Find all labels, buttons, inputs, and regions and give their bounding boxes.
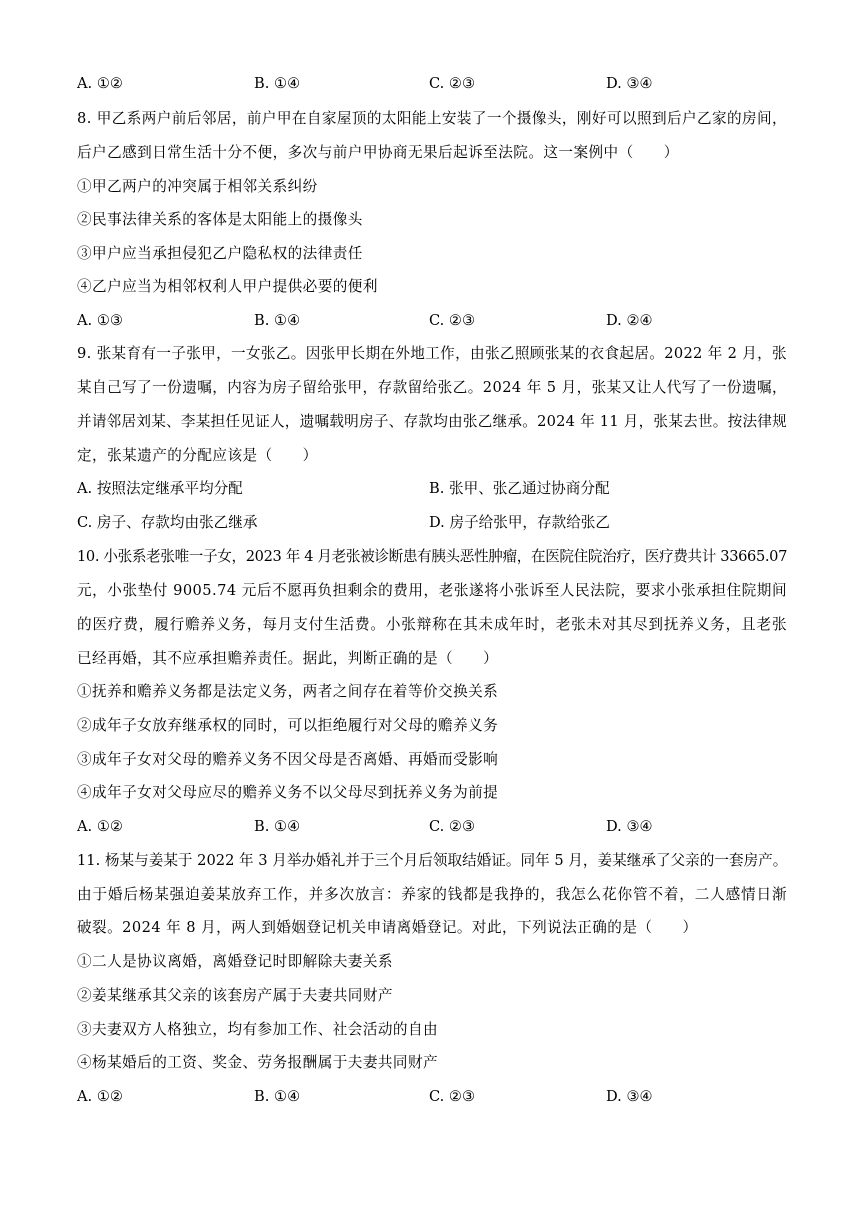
q11-option-a[interactable]: A. ①②: [77, 1088, 123, 1105]
q11-stem-line: 由于婚后杨某强迫姜某放弃工作，并多次放言：养家的钱都是我挣的，我怎么花你管不着，二人感情日渐: [77, 886, 787, 903]
q11-statement-3: ③夫妻双方人格独立，均有参加工作、社会活动的自由: [77, 1021, 439, 1038]
q10-option-b[interactable]: B. ①④: [254, 818, 301, 835]
q10-stem-line: 已经再婚，其不应承担赡养责任。据此，判断正确的是（ ）: [77, 650, 499, 667]
q10-stem-line: 10. 小张系老张唯一子女，2023 年 4 月老张被诊断患有胰头恶性肿瘤，在医院住院治疗，医疗费共计 33665.07: [77, 548, 787, 565]
q8-option-c[interactable]: C. ②③: [429, 312, 476, 329]
q7-option-d[interactable]: D. ③④: [606, 75, 653, 92]
q11-statement-4: ④杨某婚后的工资、奖金、劳务报酬属于夫妻共同财产: [77, 1054, 439, 1071]
q9-stem-line: 某自己写了一份遗嘱，内容为房子留给张甲，存款留给张乙。2024 年 5 月，张某又让人代写了一份遗嘱，: [77, 379, 787, 396]
q10-stem-line: 的医疗费，履行赡养义务，每月支付生活费。小张辩称在其未成年时，老张未对其尽到抚养义务，且老张: [77, 616, 787, 633]
q8-statement-1: ①甲乙两户的冲突属于相邻关系纠纷: [77, 178, 318, 195]
q9-option-c[interactable]: C. 房子、存款均由张乙继承: [77, 514, 258, 531]
q9-stem-line: 并请邻居刘某、李某担任见证人，遗嘱载明房子、存款均由张乙继承。2024 年 11 月，张某去世。按法律规: [77, 413, 787, 430]
q8-option-a[interactable]: A. ①③: [77, 312, 123, 329]
q10-statement-1: ①抚养和赡养义务都是法定义务，两者之间存在着等价交换关系: [77, 683, 499, 700]
q8-stem-line: 8. 甲乙系两户前后邻居，前户甲在自家屋顶的太阳能上安装了一个摄像头，刚好可以照到后户乙家的房间，: [77, 110, 787, 127]
q11-option-d[interactable]: D. ③④: [606, 1088, 653, 1105]
q11-stem-line: 11. 杨某与姜某于 2022 年 3 月举办婚礼并于三个月后领取结婚证。同年 5 月，姜某继承了父亲的一套房产。: [77, 852, 788, 869]
q8-statement-2: ②民事法律关系的客体是太阳能上的摄像头: [77, 211, 363, 228]
q9-stem-line: 9. 张某育有一子张甲，一女张乙。因张甲长期在外地工作，由张乙照顾张某的衣食起居。2022 年 2 月，张: [77, 345, 787, 362]
q8-options: [77, 311, 787, 331]
q10-statement-3: ③成年子女对父母的赡养义务不因父母是否离婚、再婚而受影响: [77, 751, 499, 768]
q10-option-c[interactable]: C. ②③: [429, 818, 476, 835]
q9-options-row-2: [77, 513, 787, 533]
q9-stem-line: 定，张某遗产的分配应该是（ ）: [77, 447, 318, 464]
q10-option-a[interactable]: A. ①②: [77, 818, 123, 835]
q10-statement-4: ④成年子女对父母应尽的赡养义务不以父母尽到抚养义务为前提: [77, 784, 499, 801]
q10-statement-2: ②成年子女放弃继承权的同时，可以拒绝履行对父母的赡养义务: [77, 717, 499, 734]
q8-stem-line: 后户乙感到日常生活十分不便，多次与前户甲协商无果后起诉至法院。这一案例中（ ）: [77, 144, 679, 161]
q9-options-row-1: [77, 479, 787, 499]
q9-option-a[interactable]: A. 按照法定继承平均分配: [77, 480, 243, 497]
q10-options: [77, 817, 787, 837]
q11-options: [77, 1087, 787, 1107]
q7-option-c[interactable]: C. ②③: [429, 75, 476, 92]
q7-option-b[interactable]: B. ①④: [254, 75, 301, 92]
q8-option-d[interactable]: D. ②④: [606, 312, 653, 329]
q8-statement-4: ④乙户应当为相邻权利人甲户提供必要的便利: [77, 278, 378, 295]
q7-option-a[interactable]: A. ①②: [77, 75, 123, 92]
q11-stem-line: 破裂。2024 年 8 月，两人到婚姻登记机关申请离婚登记。对此，下列说法正确的是（ ）: [77, 919, 698, 936]
q9-option-d[interactable]: D. 房子给张甲，存款给张乙: [429, 514, 610, 531]
q10-stem-line: 元，小张垫付 9005.74 元后不愿再负担剩余的费用，老张遂将小张诉至人民法院，要求小张承担住院期间: [77, 582, 787, 599]
q11-statement-2: ②姜某继承其父亲的该套房产属于夫妻共同财产: [77, 987, 393, 1004]
q10-option-d[interactable]: D. ③④: [606, 818, 653, 835]
q11-statement-1: ①二人是协议离婚，离婚登记时即解除夫妻关系: [77, 953, 393, 970]
q11-option-c[interactable]: C. ②③: [429, 1088, 476, 1105]
q8-option-b[interactable]: B. ①④: [254, 312, 301, 329]
q9-option-b[interactable]: B. 张甲、张乙通过协商分配: [429, 480, 610, 497]
q8-statement-3: ③甲户应当承担侵犯乙户隐私权的法律责任: [77, 245, 363, 262]
q7-options: [77, 74, 787, 94]
q11-option-b[interactable]: B. ①④: [254, 1088, 301, 1105]
